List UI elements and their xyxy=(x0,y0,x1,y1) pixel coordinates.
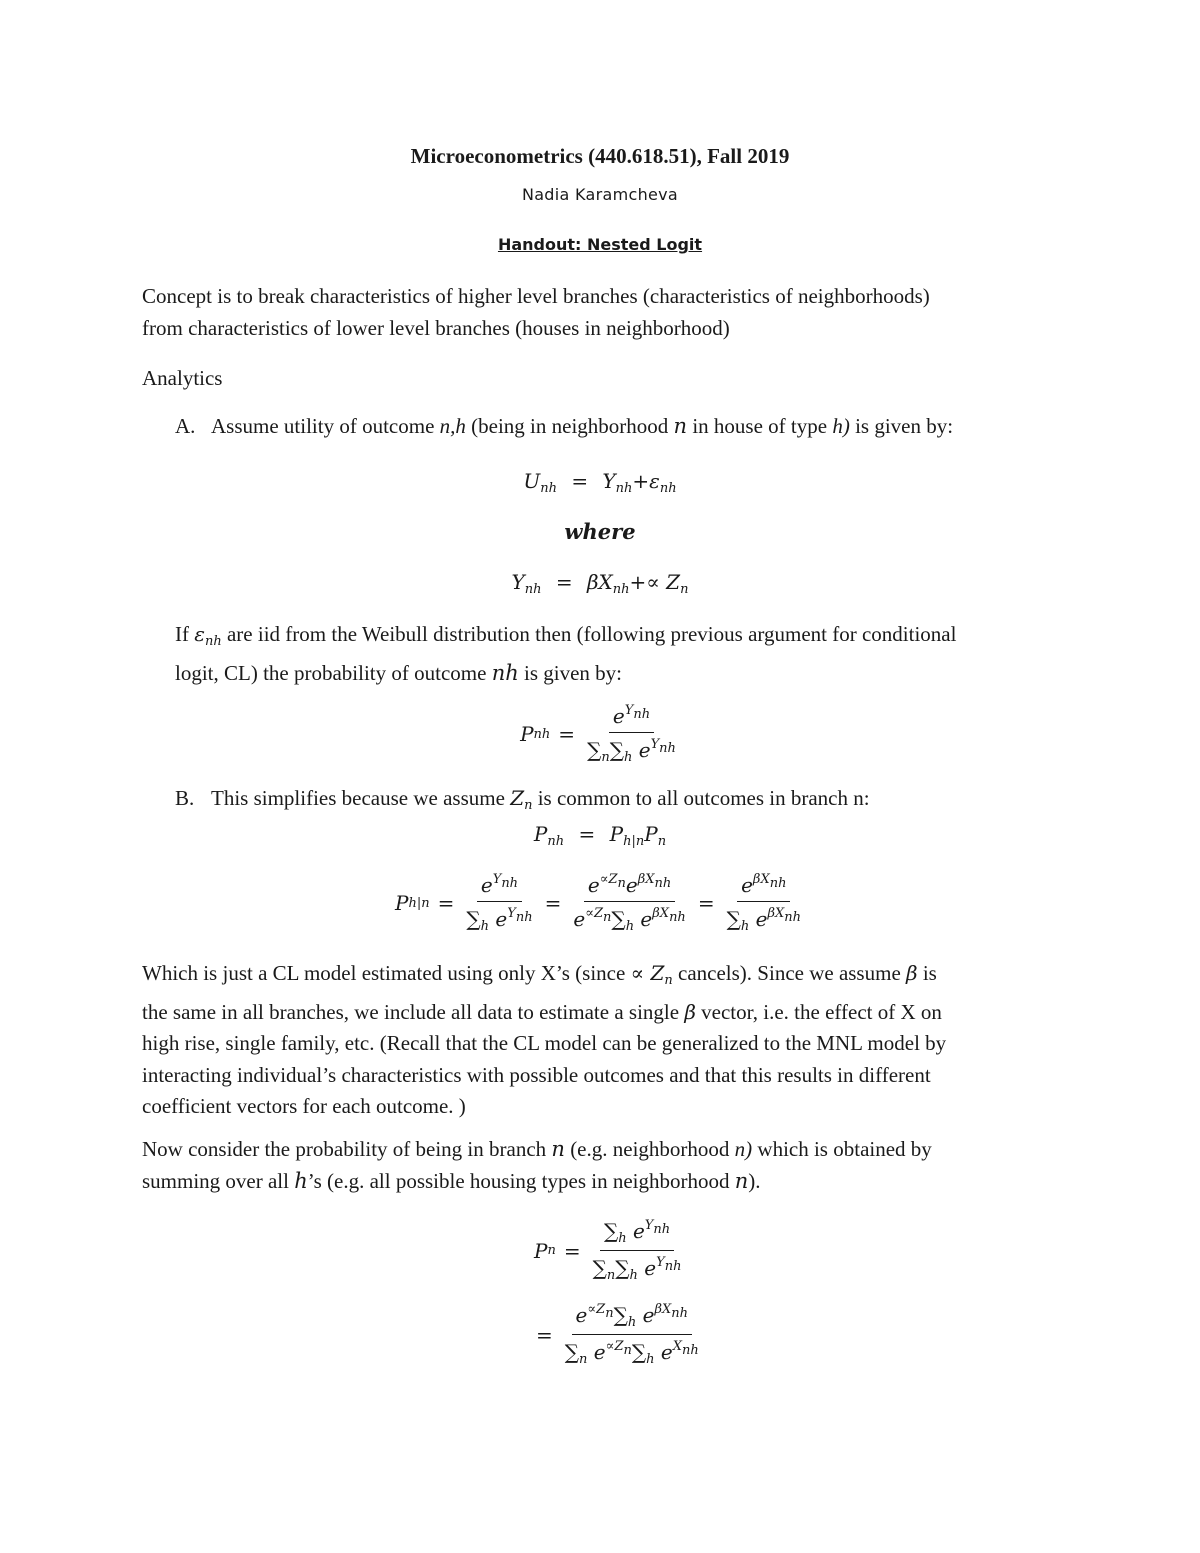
item-b-label: B. xyxy=(175,786,195,810)
intro-paragraph xyxy=(142,281,1062,344)
document-title: Microeconometrics (440.618.51), Fall 2019 xyxy=(410,144,790,168)
intro-line-2: from characteristics of lower level branches (houses in neighborhood) xyxy=(142,315,730,340)
weibull-paragraph xyxy=(175,619,1065,689)
intro-line-1: Concept is to break characteristics of higher level branches (characteristics of neighborhoods) xyxy=(142,284,930,308)
analytics-heading: Analytics xyxy=(142,366,223,390)
pn-expanded-equation: = $\frac{e^{\propto Z_n}\sum_h e^{\beta X_{nh}}}{\sum_n e^{\propto Z_n}\sum_h e^{X_{nh}}}$ xyxy=(536,1302,699,1367)
cl-line-3: high rise, single family, etc. (Recall that the CL model can be generalized to the MNL model by xyxy=(142,1031,947,1055)
cl-line-2: the same in all branches, we include all data to estimate a single β vector, i.e. the effect of X on xyxy=(142,999,942,1024)
cl-line-1: Which is just a CL model estimated using only X’s (since ∝ $Z_n$ cancels). Since we assume β is xyxy=(142,961,937,988)
item-a-label: A. xyxy=(175,414,196,438)
item-b-text: This simplifies because we assume $Z_n$ is common to all outcomes in branch n: xyxy=(211,786,870,813)
pn-equation: P n = $\frac{\sum_h e^{Y_{nh}}}{\sum_n\sum_h e^{Y_{nh}}}$ xyxy=(534,1218,682,1283)
pnh-equation: P nh = $\frac{e^{Y_{nh}}}{\sum_n\sum_h e^{Y_{nh}}}$ xyxy=(520,703,676,765)
weibull-line-1: If $\varepsilon_{nh}$ are iid from the Weibull distribution then (following previous argument for conditional xyxy=(175,622,957,649)
item-a-text: Assume utility of outcome n,h (being in neighborhood n in house of type h) is given by: xyxy=(211,414,954,438)
handout-heading: Handout: Nested Logit xyxy=(497,235,703,254)
conditional-probability-equation: P h|n = $\frac{e^{Y_{nh}}}{\sum_h e^{Y_{nh}}}$ = $\frac{e^{\propto Z_n}e^{\beta X_{nh}}}{e^{\propto Z_n}\sum_h e^{\beta X_{nh}}}$ = $\frac{e^{\beta X_{nh}}}{\sum_h e^{\beta X_{nh}}}$ xyxy=(395,872,801,934)
cl-line-5: coefficient vectors for each outcome. ) xyxy=(142,1094,466,1118)
branch-line-2: summing over all h’s (e.g. all possible housing types in neighborhood n). xyxy=(142,1168,761,1193)
cl-paragraph xyxy=(142,958,1062,1123)
branch-paragraph xyxy=(142,1134,1062,1197)
utility-equation: $U_{nh} = Y_{nh}+\varepsilon_{nh}$ xyxy=(523,469,677,496)
cl-line-4: interacting individual’s characteristics with possible outcomes and that this results in different xyxy=(142,1062,931,1087)
branch-line-1: Now consider the probability of being in branch n (e.g. neighborhood n) which is obtained by xyxy=(142,1137,932,1161)
weibull-line-2: logit, CL) the probability of outcome nh is given by: xyxy=(175,660,623,685)
pnh-decomposition-equation: $P_{nh} = P_{h|n}P_n$ xyxy=(533,822,667,849)
y-equation: $Y_{nh} = \beta X_{nh}+\propto Z_n$ xyxy=(511,570,689,597)
author-name: Nadia Karamcheva xyxy=(521,185,679,204)
where-label: where xyxy=(564,519,636,544)
